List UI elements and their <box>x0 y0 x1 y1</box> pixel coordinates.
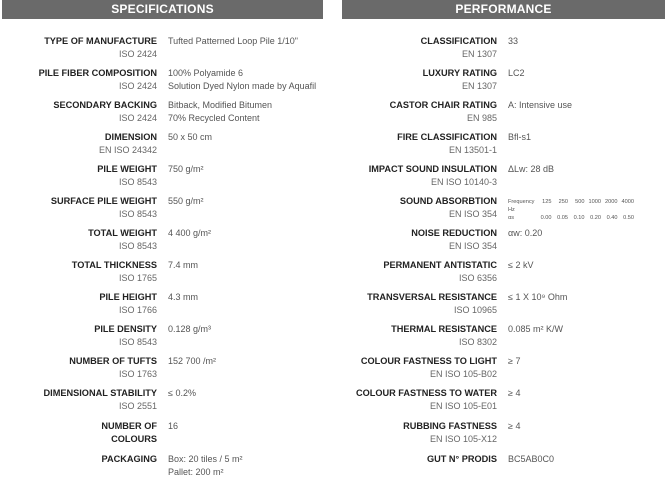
value-line: Box: 20 tiles / 5 m² <box>168 454 243 464</box>
frequency-cell: 4000 <box>621 199 634 205</box>
property-name: PACKAGING <box>101 454 157 464</box>
test-standard: EN 13501-1 <box>448 145 497 155</box>
specifications-label <box>2 35 157 61</box>
property-name: DIMENSION <box>104 132 157 142</box>
frequency-cell: 500 <box>575 199 585 205</box>
value-line: 4.3 mm <box>168 292 199 302</box>
frequency-cell: 1000 <box>588 199 601 205</box>
specifications-value <box>168 163 323 176</box>
specifications-value <box>168 420 323 433</box>
value-line: 152 700 /m² <box>168 356 217 366</box>
property-name: THERMAL RESISTANCE <box>391 324 497 334</box>
property-name: PILE WEIGHT <box>97 164 157 174</box>
test-standard: ISO 2424 <box>118 113 157 123</box>
property-name: SOUND ABSORBTION <box>399 196 497 206</box>
specifications-label <box>2 131 157 157</box>
specifications-label <box>2 67 157 93</box>
performance-label <box>342 291 497 317</box>
value-line: Bfl-s1 <box>508 132 532 142</box>
test-standard: ISO 2424 <box>118 81 157 91</box>
specifications-value <box>168 387 323 400</box>
performance-label <box>342 35 497 61</box>
test-standard: EN ISO 105-X12 <box>429 434 497 444</box>
coefficient-cell: 0.50 <box>623 215 634 221</box>
performance-header: PERFORMANCE <box>342 0 665 19</box>
specifications-label <box>2 453 157 466</box>
performance-value <box>508 35 665 48</box>
value-line: ≤ 2 kV <box>508 260 534 270</box>
property-name: CASTOR CHAIR RATING <box>389 100 497 110</box>
property-name: DIMENSIONAL STABILITY <box>43 388 157 398</box>
specifications-label <box>2 163 157 189</box>
property-name: PILE FIBER COMPOSITION <box>38 68 157 78</box>
performance-label <box>342 163 497 189</box>
value-line: 0.085 m² K/W <box>508 324 564 334</box>
test-standard: ISO 2424 <box>118 49 157 59</box>
performance-label <box>342 195 497 221</box>
value-line: 550 g/m² <box>168 196 204 206</box>
frequency-cell: 125 <box>542 199 552 205</box>
specifications-label <box>2 355 157 381</box>
value-line: 16 <box>168 421 179 431</box>
specifications-value <box>168 323 323 336</box>
sound-absorption-table <box>508 198 665 222</box>
specifications-label <box>2 227 157 253</box>
value-line: ≥ 4 <box>508 388 521 398</box>
property-name: COLOUR FASTNESS TO LIGHT <box>360 356 497 366</box>
performance-label <box>342 99 497 125</box>
value-line: αw: 0.20 <box>508 228 543 238</box>
performance-value <box>508 355 665 368</box>
property-name: COLOUR FASTNESS TO WATER <box>355 388 497 398</box>
value-line: ≤ 1 X 10⁹ Ohm <box>508 292 568 302</box>
test-standard: ISO 6356 <box>458 273 497 283</box>
specifications-value <box>168 99 323 125</box>
property-name: SECONDARY BACKING <box>53 100 157 110</box>
property-name: TYPE OF MANUFACTURE <box>44 36 157 46</box>
specifications-label <box>2 195 157 221</box>
value-line: 50 x 50 cm <box>168 132 213 142</box>
specifications-value <box>168 259 323 272</box>
property-name: PILE HEIGHT <box>99 292 157 302</box>
property-name: NUMBER OF COLOURS <box>101 421 157 444</box>
value-line: ΔLw: 28 dB <box>508 164 555 174</box>
test-standard: ISO 8302 <box>458 337 497 347</box>
property-name: NUMBER OF TUFTS <box>69 356 157 366</box>
property-name: PERMANENT ANTISTATIC <box>383 260 497 270</box>
value-line: ≤ 0.2% <box>168 388 196 398</box>
specifications-label <box>2 291 157 317</box>
value-line: ≥ 4 <box>508 421 521 431</box>
value-line: Tufted Patterned Loop Pile 1/10" <box>168 36 298 46</box>
performance-label <box>342 453 497 466</box>
test-standard: EN ISO 10140-3 <box>430 177 497 187</box>
property-name: NOISE REDUCTION <box>411 228 497 238</box>
test-standard: ISO 8543 <box>118 209 157 219</box>
test-standard: EN 1307 <box>461 81 497 91</box>
performance-value <box>508 323 665 336</box>
specifications-header: SPECIFICATIONS <box>2 0 323 19</box>
value-line: 750 g/m² <box>168 164 204 174</box>
property-name: FIRE CLASSIFICATION <box>397 132 497 142</box>
performance-value <box>508 67 665 80</box>
frequency-cell: 250 <box>558 199 568 205</box>
value-line: 4 400 g/m² <box>168 228 212 238</box>
value-line: A: Intensive use <box>508 100 573 110</box>
performance-panel <box>342 0 665 464</box>
performance-value <box>508 227 665 240</box>
test-standard: EN ISO 105-B02 <box>429 369 497 379</box>
performance-label <box>342 259 497 285</box>
value-line: BC5AB0C0 <box>508 454 555 464</box>
specifications-value <box>168 35 323 48</box>
performance-value <box>508 131 665 144</box>
property-name: TOTAL WEIGHT <box>88 228 157 238</box>
specifications-label <box>2 99 157 125</box>
coefficient-label: αs <box>508 215 515 221</box>
performance-value <box>508 453 665 466</box>
specifications-value <box>168 131 323 144</box>
value-line: 70% Recycled Content <box>168 113 260 123</box>
specifications-value <box>168 291 323 304</box>
property-name: TRANSVERSAL RESISTANCE <box>367 292 497 302</box>
specifications-panel <box>2 0 323 477</box>
coefficient-cell: 0.00 <box>540 215 552 221</box>
specifications-value <box>168 227 323 240</box>
value-line: ≥ 7 <box>508 356 521 366</box>
specifications-label <box>2 420 157 446</box>
frequency-cell: 2000 <box>605 199 618 205</box>
test-standard: ISO 8543 <box>118 241 157 251</box>
value-line: 100% Polyamide 6 <box>168 68 244 78</box>
performance-label <box>342 323 497 349</box>
test-standard: EN ISO 354 <box>448 241 497 251</box>
test-standard: ISO 1766 <box>118 305 157 315</box>
property-name: RUBBING FASTNESS <box>403 421 497 431</box>
property-name: SURFACE PILE WEIGHT <box>50 196 157 206</box>
coefficient-cell: 0.10 <box>573 215 585 221</box>
performance-value <box>508 291 665 304</box>
value-line: Bitback, Modified Bitumen <box>168 100 273 110</box>
specifications-value <box>168 453 323 479</box>
property-name: IMPACT SOUND INSULATION <box>368 164 497 174</box>
test-standard: EN 985 <box>466 113 497 123</box>
property-name: GUT N° PRODIS <box>426 454 497 464</box>
performance-value <box>508 420 665 433</box>
performance-label <box>342 67 497 93</box>
frequency-label: Frequency Hz <box>508 199 535 213</box>
performance-value <box>508 99 665 112</box>
property-name: CLASSIFICATION <box>420 36 497 46</box>
test-standard: EN ISO 105-E01 <box>429 401 497 411</box>
specifications-value <box>168 67 323 93</box>
performance-label <box>342 355 497 381</box>
value-line: Pallet: 200 m² <box>168 467 224 477</box>
value-line: 0.128 g/m³ <box>168 324 212 334</box>
specifications-label <box>2 323 157 349</box>
performance-value <box>508 259 665 272</box>
performance-label <box>342 227 497 253</box>
specifications-label <box>2 259 157 285</box>
performance-value <box>508 163 665 176</box>
test-standard: EN ISO 24342 <box>98 145 157 155</box>
value-line: 7.4 mm <box>168 260 199 270</box>
performance-value <box>508 195 665 222</box>
performance-label <box>342 420 497 446</box>
test-standard: ISO 10965 <box>453 305 497 315</box>
coefficient-cell: 0.05 <box>557 215 568 221</box>
value-line: Solution Dyed Nylon made by Aquafil <box>168 81 317 91</box>
test-standard: EN ISO 354 <box>448 209 497 219</box>
test-standard: ISO 8543 <box>118 177 157 187</box>
specifications-value <box>168 355 323 368</box>
property-name: TOTAL THICKNESS <box>71 260 157 270</box>
test-standard: EN 1307 <box>461 49 497 59</box>
property-name: LUXURY RATING <box>422 68 497 78</box>
test-standard: ISO 8543 <box>118 337 157 347</box>
performance-value <box>508 387 665 400</box>
performance-label <box>342 131 497 157</box>
value-line: 33 <box>508 36 519 46</box>
performance-label <box>342 387 497 413</box>
specifications-label <box>2 387 157 413</box>
test-standard: ISO 1765 <box>118 273 157 283</box>
specifications-value <box>168 195 323 208</box>
coefficient-cell: 0.20 <box>590 215 601 221</box>
test-standard: ISO 1763 <box>118 369 157 379</box>
coefficient-cell: 0.40 <box>606 215 618 221</box>
test-standard: ISO 2551 <box>118 401 157 411</box>
value-line: LC2 <box>508 68 525 78</box>
property-name: PILE DENSITY <box>94 324 157 334</box>
